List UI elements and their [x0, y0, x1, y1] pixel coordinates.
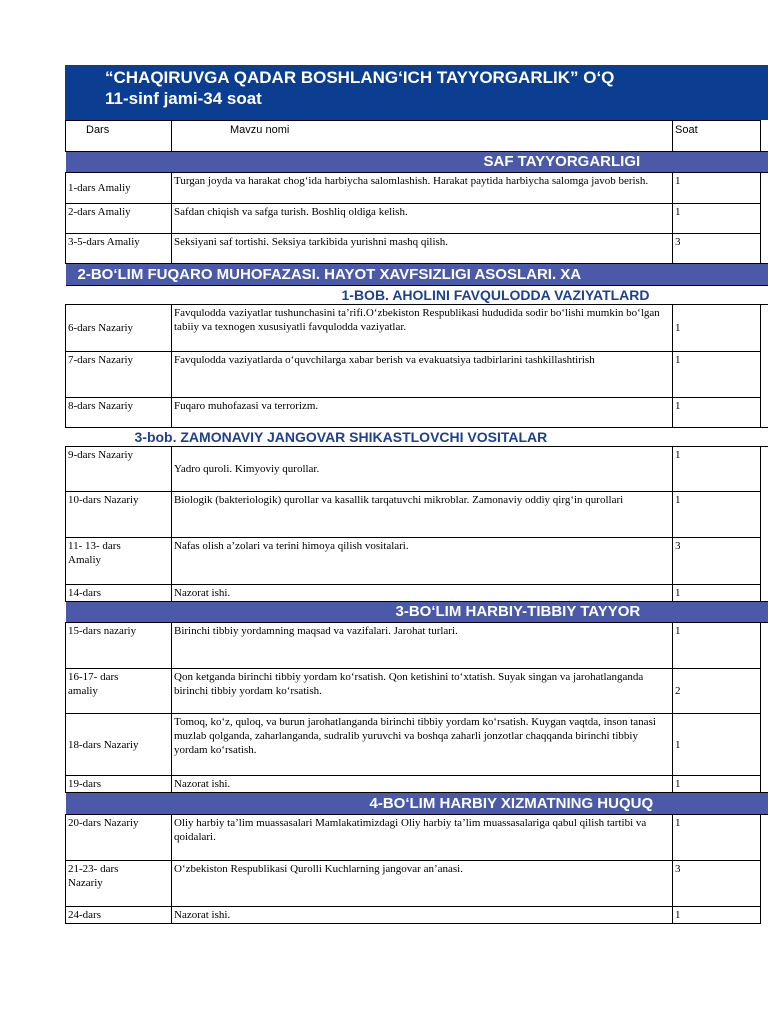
cell-soat: 1 — [673, 352, 761, 398]
cell-mavzu: Turgan joyda va harakat chog‘ida harbiycha salomlashish. Harakat paytida harbiycha salomga javob berish. — [172, 173, 673, 204]
cell-soat: 1 — [673, 173, 761, 204]
table-row — [66, 492, 768, 538]
cell-dars: 2-dars Amaliy — [66, 204, 172, 234]
cell-mavzu: Yadro quroli. Kimyoviy qurollar. — [172, 447, 673, 492]
cell-dars: 16-17- dars amaliy — [66, 669, 172, 714]
cell-dars: 3-5-dars Amaliy — [66, 234, 172, 264]
cell-soat: 1 — [673, 776, 761, 793]
table-row — [66, 398, 768, 428]
cell-mavzu: Safdan chiqish va safga turish. Boshliq oldiga kelish. — [172, 204, 673, 234]
cell-soat: 1 — [673, 305, 761, 352]
cell-mavzu: Biologik (bakteriologik) qurollar va kasallik tarqatuvchi mikroblar. Zamonaviy oddiy qirg‘in qurollari — [172, 492, 673, 538]
cell-dars: 15-dars nazariy — [66, 623, 172, 669]
table-row — [66, 776, 768, 793]
table-row — [66, 447, 768, 492]
table-row — [66, 352, 768, 398]
section-title: 2-BO‘LIM FUQARO MUHOFAZASI. HAYOT XAVFSIZLIGI ASOSLARI. XA — [77, 265, 582, 283]
cell-dars: 9-dars Nazariy — [66, 447, 172, 492]
cell-mavzu: Qon ketganda birinchi tibbiy yordam ko‘rsatish. Qon ketishini to‘xtatish. Suyak singan va jarohatlanganda birinchi tibbiy yordam ko‘rsatish. — [172, 669, 673, 714]
cell-dars: 18-dars Nazariy — [66, 714, 172, 776]
table-row — [66, 714, 768, 776]
header-soat: Soat — [673, 121, 761, 152]
cell-dars: 10-dars Nazariy — [66, 492, 172, 538]
cell-mavzu: Fuqaro muhofazasi va terrorizm. — [172, 398, 673, 428]
cell-mavzu: Nazorat ishi. — [172, 776, 673, 793]
subsection-title: 3-bob. ZAMONAVIY JANGOVAR SHIKASTLOVCHI VOSITALAR — [134, 429, 548, 445]
cell-soat: 1 — [673, 907, 761, 924]
subsection-title: 1-BOB. AHOLINI FAVQULODDA VAZIYATLARD — [341, 287, 650, 303]
cell-mavzu: Tomoq, ko‘z, quloq, va burun jarohatlanganda birinchi tibbiy yordam ko‘rsatish. Kuygan vaqtda, inson tanasi muzlab qolganda, zaharlanganda, sudralib yuruvchi va boshqa zaharli jonzotlar chaqqanda birinchi tibbiy yordam ko‘rsatish. — [172, 714, 673, 776]
cell-dars: 19-dars — [66, 776, 172, 793]
cell-soat: 1 — [673, 585, 761, 602]
cell-mavzu: Favqulodda vaziyatlarda o‘quvchilarga xabar berish va evakuatsiya tadbirlarini tashkillashtirish — [172, 352, 673, 398]
cell-mavzu: Oliy harbiy ta’lim muassasalari Mamlakatimizdagi Oliy harbiy ta’lim muassasalariga qabul qilish tartibi va qoidalari. — [172, 815, 673, 861]
cell-dars: 6-dars Nazariy — [66, 305, 172, 352]
cell-soat: 1 — [673, 492, 761, 538]
table-row — [66, 585, 768, 602]
cell-mavzu: Nazorat ishi. — [172, 907, 673, 924]
cell-soat: 1 — [673, 447, 761, 492]
document-title: “CHAQIRUVGA QADAR BOSHLANG‘ICH TAYYORGARLIK” O‘Q — [105, 68, 615, 87]
document-subtitle: 11-sinf jami-34 soat — [105, 89, 262, 108]
section-title: 3-BO‘LIM HARBIY-TIBBIY TAYYOR — [395, 603, 641, 620]
section-row — [66, 602, 768, 623]
table-header-row — [66, 121, 768, 152]
cell-soat: 1 — [673, 815, 761, 861]
table-row — [66, 234, 768, 264]
cell-soat: 3 — [673, 538, 761, 585]
cell-dars: 14-dars — [66, 585, 172, 602]
section-row — [66, 793, 768, 815]
cell-dars: 24-dars — [66, 907, 172, 924]
table-row — [66, 861, 768, 907]
subsection-row — [66, 286, 768, 305]
cell-dars: 11- 13- dars Amaliy — [66, 538, 172, 585]
table-row — [66, 815, 768, 861]
cell-mavzu: Birinchi tibbiy yordamning maqsad va vazifalari. Jarohat turlari. — [172, 623, 673, 669]
cell-mavzu: Nazorat ishi. — [172, 585, 673, 602]
cell-dars: 21-23- dars Nazariy — [66, 861, 172, 907]
cell-soat: 1 — [673, 714, 761, 776]
section-title: SAF TAYYORGARLIGI — [483, 153, 641, 170]
header-mavzu: Mavzu nomi — [172, 121, 673, 152]
cell-dars: 1-dars Amaliy — [66, 173, 172, 204]
header-dars: Dars — [66, 121, 172, 152]
title-bar — [65, 65, 768, 120]
table-row — [66, 538, 768, 585]
cell-soat: 2 — [673, 669, 761, 714]
cell-dars: 7-dars Nazariy — [66, 352, 172, 398]
subsection-row — [66, 428, 768, 447]
cell-mavzu: Seksiyani saf tortishi. Seksiya tarkibida yurishni mashq qilish. — [172, 234, 673, 264]
table-row — [66, 204, 768, 234]
table-row — [66, 907, 768, 924]
table-row — [66, 305, 768, 352]
cell-mavzu: Nafas olish a’zolari va terini himoya qilish vositalari. — [172, 538, 673, 585]
section-row — [66, 152, 768, 173]
cell-soat: 1 — [673, 623, 761, 669]
table-row — [66, 173, 768, 204]
cell-soat: 3 — [673, 234, 761, 264]
curriculum-table — [65, 120, 768, 924]
cell-soat: 3 — [673, 861, 761, 907]
cell-mavzu: Favqulodda vaziyatlar tushunchasini ta’rifi.O‘zbekiston Respublikasi hududida sodir bo‘lishi mumkin bo‘lgan tabiiy va texnogen xususiyatli favqulodda vaziyatlar. — [172, 305, 673, 352]
cell-soat: 1 — [673, 204, 761, 234]
cell-dars: 20-dars Nazariy — [66, 815, 172, 861]
cell-soat: 1 — [673, 398, 761, 428]
cell-dars: 8-dars Nazariy — [66, 398, 172, 428]
section-row — [66, 264, 768, 286]
section-title: 4-BO‘LIM HARBIY XIZMATNING HUQUQ — [369, 794, 654, 812]
table-row — [66, 623, 768, 669]
cell-mavzu: O‘zbekiston Respublikasi Qurolli Kuchlarning jangovar an’anasi. — [172, 861, 673, 907]
table-row — [66, 669, 768, 714]
